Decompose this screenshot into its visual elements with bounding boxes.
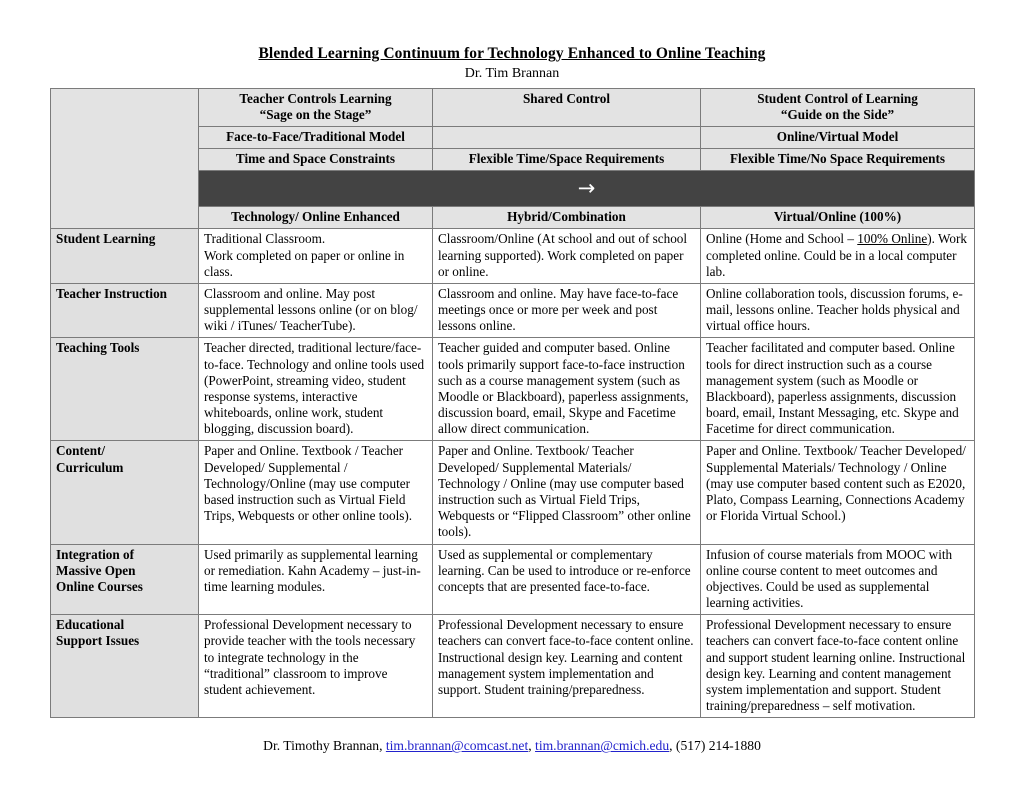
- header-line-1: Student Control of Learning: [757, 90, 918, 106]
- footer-email-cmich-link[interactable]: tim.brannan@cmich.edu: [535, 738, 670, 754]
- table-corner-cell: [51, 88, 199, 229]
- header-line-2: “Guide on the Side”: [780, 106, 895, 122]
- row-label-student-learning: Student Learning: [51, 229, 199, 284]
- table-row: [51, 544, 975, 615]
- row-label-teacher-instruction: Teacher Instruction: [51, 283, 199, 338]
- cell-support-issues-enhanced: Professional Development necessary to provide teacher with the tools necessary to integrate technology in the “traditional” classroom to improve student achievement.: [199, 615, 433, 718]
- footer-separator: ,: [528, 738, 536, 754]
- cell-teacher-instruction-enhanced: Classroom and online. May post supplemental lessons online (or on blog/ wiki / iTunes/ TeacherTube).: [199, 283, 433, 338]
- footer-email-comcast-link[interactable]: tim.brannan@comcast.net: [385, 738, 529, 754]
- header-line-1: Shared Control: [522, 90, 611, 106]
- cell-content-curriculum-virtual: Paper and Online. Textbook/ Teacher Developed/ Supplemental Materials/ Technology / Online (may use computer based content such as E2020, Plato, Compass Learning, Connections Academy or Florida Virtual School.): [701, 441, 975, 544]
- header-virtual-online-100: Virtual/Online (100%): [701, 207, 975, 229]
- cell-teacher-instruction-virtual: Online collaboration tools, discussion forums, e-mail, lessons online. Teacher holds physical and virtual office hours.: [701, 283, 975, 338]
- header-model-middle-empty: [433, 126, 701, 148]
- table-row: [51, 338, 975, 441]
- header-time-and-space-constraints: Time and Space Constraints: [199, 149, 433, 171]
- cell-mooc-enhanced: Used primarily as supplemental learning or remediation. Kahn Academy – just-in-time learning modules.: [199, 544, 433, 615]
- cell-teaching-tools-hybrid: Teacher guided and computer based. Online tools primarily support face-to-face instruction such as a course management system (such as Moodle or Blackboard), paperless assignments, discussion board, email, Skype and Facetime allow direct communication.: [433, 338, 701, 441]
- cell-teaching-tools-virtual: Teacher facilitated and computer based. Online tools for direct instruction such as a course management system (such as Moodle or Blackboard), paperless assignments, discussion board, email, Instant Messaging, etc. Skype and Facetime for direct communication.: [701, 338, 975, 441]
- document-author: Dr. Tim Brannan: [464, 66, 560, 82]
- right-arrow-icon: →: [577, 176, 596, 201]
- blended-learning-continuum-table: [50, 88, 975, 719]
- header-technology-online-enhanced: Technology/ Online Enhanced: [199, 207, 433, 229]
- footer-author-name: Dr. Timothy Brannan,: [263, 738, 386, 754]
- header-shared-control: [433, 88, 701, 126]
- cell-student-learning-enhanced: Traditional Classroom. Work completed on paper or online in class.: [199, 229, 433, 284]
- cell-text-underlined: 100% Online: [857, 231, 928, 247]
- cell-mooc-virtual: Infusion of course materials from MOOC with online course content to meet outcomes and objectives. Could be used as supplemental learning activities.: [701, 544, 975, 615]
- header-face-to-face-traditional-model: Face-to-Face/Traditional Model: [199, 126, 433, 148]
- cell-support-issues-virtual: Professional Development necessary to ensure teachers can convert face-to-face content online and support student learning online. Instructional design key. Learning and content management system implementation and support. Student training/preparedness – self motivation.: [701, 615, 975, 718]
- continuum-arrow-band: [199, 171, 975, 207]
- row-label-educational-support-issues: Educational Support Issues: [51, 615, 199, 718]
- row-label-content-curriculum: Content/ Curriculum: [51, 441, 199, 544]
- table-row: [51, 229, 975, 284]
- table-row: [51, 441, 975, 544]
- header-student-control-of-learning: [701, 88, 975, 126]
- header-line-1: Teacher Controls Learning: [239, 90, 392, 106]
- row-label-teaching-tools: Teaching Tools: [51, 338, 199, 441]
- cell-content-curriculum-enhanced: Paper and Online. Textbook / Teacher Developed/ Supplemental / Technology/Online (may use computer based instruction such as Virtual Field Trips, Webquests or other online tools).: [199, 441, 433, 544]
- cell-student-learning-virtual: [701, 229, 975, 284]
- header-hybrid-combination: Hybrid/Combination: [433, 207, 701, 229]
- cell-teaching-tools-enhanced: Teacher directed, traditional lecture/face-to-face. Technology and online tools used (PowerPoint, streaming video, student response systems, interactive whiteboards, online work, student blogging, discussion board).: [199, 338, 433, 441]
- cell-student-learning-hybrid: Classroom/Online (At school and out of school learning supported). Work completed on paper or online.: [433, 229, 701, 284]
- table-row: [51, 615, 975, 718]
- cell-mooc-hybrid: Used as supplemental or complementary learning. Can be used to introduce or re-enforce concepts that are presented face-to-face.: [433, 544, 701, 615]
- cell-content-curriculum-hybrid: Paper and Online. Textbook/ Teacher Developed/ Supplemental Materials/ Technology / Online (may use computer based instruction such as Virtual Field Trips, Webquests or “Flipped Classroom” other online tools).: [433, 441, 701, 544]
- cell-text-post: ). Work completed online. Could be in a local computer lab.: [706, 231, 967, 279]
- table-row: [51, 283, 975, 338]
- footer-phone: , (517) 214-1880: [669, 738, 761, 754]
- header-flexible-time-space-requirements: Flexible Time/Space Requirements: [433, 149, 701, 171]
- page-title: Blended Learning Continuum for Technology Enhanced to Online Teaching: [258, 45, 766, 62]
- header-flexible-time-no-space-requirements: Flexible Time/No Space Requirements: [701, 149, 975, 171]
- row-label-mooc-integration: Integration of Massive Open Online Courses: [51, 544, 199, 615]
- cell-support-issues-hybrid: Professional Development necessary to ensure teachers can convert face-to-face content online. Instructional design key. Learning and content management system implementation and support. Student training/preparedness.: [433, 615, 701, 718]
- cell-text-pre: Online (Home and School –: [706, 231, 858, 247]
- document-footer: [50, 737, 974, 755]
- header-teacher-controls-learning: [199, 88, 433, 126]
- cell-teacher-instruction-hybrid: Classroom and online. May have face-to-face meetings once or more per week and post lessons online.: [433, 283, 701, 338]
- header-line-2: “Sage on the Stage”: [259, 106, 372, 122]
- header-online-virtual-model: Online/Virtual Model: [701, 126, 975, 148]
- header-row-control: [51, 88, 975, 126]
